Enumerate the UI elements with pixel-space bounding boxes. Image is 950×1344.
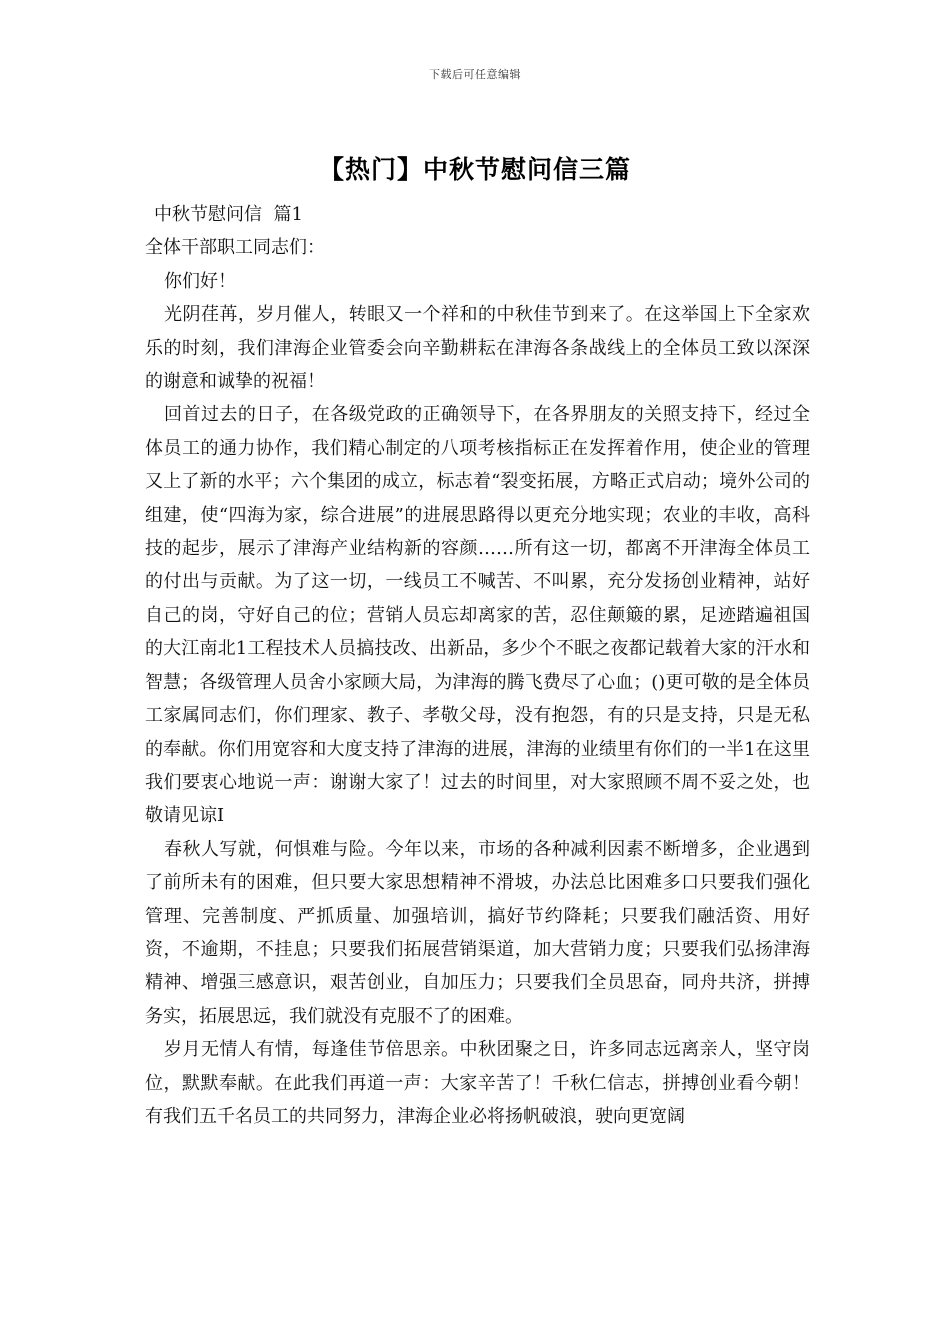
- document-title: 【热门】中秋节慰问信三篇: [318, 155, 631, 184]
- header-note: 下载后可任意编辑: [429, 68, 521, 81]
- paragraph-2: 回首过去的日子，在各级党政的正确领导下，在各界朋友的关照支持下，经过全体员工的通力协作，我们精心制定的八项考核指标正在发挥着作用，使企业的管理又上了新的水平；六个集团的成立，标志着“裂变拓展，方略正式启动；境外公司的组建，使“四海为家，综合进展”的进展思路得以更充分地实现；农业的丰收，高科技的起步，展示了津海产业结构新的容颜……所有这一切，都离不开津海全体员工的付出与贡献。为了这一切，一线员工不喊苦、不叫累，充分发扬创业精神，站好自己的岗，守好自己的位；营销人员忘却离家的苦，忍住颠簸的累，足迹踏遍祖国的大江南北1工程技术人员搞技改、出新品，多少个不眠之夜都记载着大家的汗水和智慧；各级管理人员舍小家顾大局，为津海的腾飞费尽了心血；()更可敬的是全体员工家属同志们，你们理家、教子、孝敬父母，没有抱怨，有的只是支持，只是无私的奉献。你们用宽容和大度支持了津海的进展，津海的业绩里有你们的一半1在这里我们要衷心地说一声：谢谢大家了！过去的时间里，对大家照顾不周不妥之处，也敬请见谅I: [145, 404, 810, 827]
- greeting: 你们好！: [164, 270, 236, 292]
- paragraph-3: 春秋人写就，何惧难与险。今年以来，市场的各种减利因素不断增多，企业遇到了前所未有的困难，但只要大家思想精神不滑坡，办法总比困难多口只要我们强化管理、完善制度、严抓质量、加强培训，搞好节约降耗；只要我们融活资、用好资，不逾期，不挂息；只要我们拓展营销渠道，加大营销力度；只要我们弘扬津海精神、增强三感意识，艰苦创业，自加压力；只要我们全员思奋，同舟共济，拼搏务实，拓展思远，我们就没有克服不了的困难。: [145, 838, 810, 1027]
- paragraph-1: 光阴荏苒，岁月催人，转眼又一个祥和的中秋佳节到来了。在这举国上下全家欢乐的时刻，我们津海企业管委会向辛勤耕耘在津海各条战线上的全体员工致以深深的谢意和诚挚的祝福！: [145, 304, 810, 393]
- salutation: 全体干部职工同志们：: [145, 237, 325, 259]
- letter-body: [145, 198, 810, 1133]
- letter-subtitle: 中秋节慰问信 篇1: [154, 204, 303, 225]
- paragraph-4: 岁月无情人有情，每逢佳节倍思亲。中秋团聚之日，许多同志远离亲人，坚守岗位，默默奉献。在此我们再道一声：大家辛苦了！千秋仁信志，拼搏创业看今朝！有我们五千名员工的共同努力，津海企业必将扬帆破浪，驶向更宽阔: [145, 1039, 810, 1127]
